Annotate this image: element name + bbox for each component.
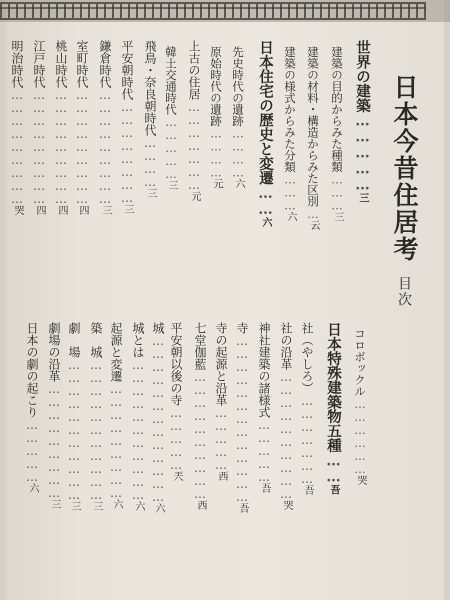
toc-entry — [255, 40, 276, 227]
toc-label: 目次 — [396, 276, 412, 308]
toc-entry-text: 社（やしろ） — [300, 322, 314, 394]
toc-entry-text: 建築の目的からみた種類 — [330, 46, 344, 173]
decorative-border — [0, 2, 426, 20]
toc-entry-text: コロボックル — [353, 328, 367, 397]
toc-leader-dots: ………………………… — [279, 370, 293, 500]
toc-page-number: 哭 — [281, 500, 292, 510]
toc-leader-dots: ……………………… — [10, 88, 24, 205]
toc-entry-text: 城とは — [131, 322, 145, 358]
toc-leader-dots: …………… — [257, 418, 271, 483]
toc-leader-dots: …………………… — [120, 100, 134, 204]
toc-entry — [97, 40, 114, 215]
toc-page-number: 六 — [27, 483, 38, 493]
toc-leader-dots: ……………………… — [32, 88, 46, 205]
toc-leader-dots: ……………………… — [98, 88, 112, 205]
toc-leader-dots: ……………………… — [75, 88, 89, 205]
toc-entry — [168, 322, 185, 481]
toc-entry — [329, 46, 345, 222]
toc-leader-dots: …………………………… — [89, 358, 103, 501]
toc-entry — [24, 322, 41, 493]
toc-page-number: 云 — [308, 220, 319, 230]
toc-entry — [230, 46, 246, 189]
toc-entry-text: 城 — [151, 322, 165, 334]
toc-entry — [119, 40, 136, 214]
toc-leader-dots: …………… — [25, 418, 39, 483]
toc-entry — [234, 322, 251, 513]
toc-entry-text: 神社建築の諸様式 — [257, 322, 271, 418]
toc-entry-text: 日本住宅の歴史と変遷 — [257, 40, 274, 185]
toc-entry-text: 建築の材料・構造からみた区別 — [306, 46, 320, 207]
toc-leader-dots: ………………………………… — [235, 334, 249, 503]
toc-entry — [282, 46, 298, 222]
toc-entry-text: 社の沿革 — [279, 322, 293, 370]
toc-entry — [352, 328, 368, 485]
toc-page-number: 吾 — [328, 484, 339, 495]
toc-page-number: 三 — [357, 192, 368, 203]
toc-entry-text: 七堂伽藍 — [193, 322, 207, 370]
toc-page-number: 四 — [56, 205, 67, 215]
toc-page-number: 三 — [122, 204, 133, 214]
toc-page-number: 哭 — [12, 205, 23, 215]
toc-entry — [256, 322, 273, 493]
toc-leader-dots: ……………………… — [109, 382, 123, 499]
toc-entry — [88, 322, 105, 511]
toc-entry-text: 室町時代 — [75, 40, 89, 88]
toc-entry — [150, 322, 167, 513]
toc-leader-dots: ……… — [283, 172, 297, 212]
toc-entry-text: 江戸時代 — [32, 40, 46, 88]
toc-page-number: 六 — [153, 503, 164, 513]
toc-leader-dots: ……………………… — [47, 382, 61, 499]
toc-entry — [31, 40, 48, 215]
toc-leader-dots: …………………………… — [131, 358, 145, 501]
toc-entry-text: 起源と変遷 — [109, 322, 123, 382]
toc-entry — [305, 46, 321, 230]
toc-page-number: 三 — [332, 211, 343, 222]
toc-page-number: 六 — [233, 178, 244, 189]
toc-leader-dots: ………………… — [300, 394, 314, 485]
toc-entry-text: 建築の様式からみた分類 — [283, 46, 297, 173]
toc-entry — [46, 322, 63, 509]
toc-entry — [142, 40, 159, 198]
toc-leader-dots: …………… — [354, 112, 371, 193]
toc-page-number: 六 — [285, 211, 296, 222]
toc-page-number: 四 — [77, 205, 88, 215]
toc-page-number: 吾 — [259, 483, 270, 493]
toc-entry-text: 日本の劇の起こり — [25, 322, 39, 418]
toc-page-number: 三 — [69, 501, 80, 511]
toc-leader-dots: ………………………………… — [151, 334, 165, 503]
toc-entry — [192, 322, 209, 510]
toc-leader-dots: ……………………… — [54, 88, 68, 205]
toc-leader-dots: …………………………… — [67, 358, 81, 501]
toc-leader-dots: ……………… — [353, 397, 367, 475]
toc-page-number: 兲 — [171, 471, 182, 481]
toc-entry — [74, 40, 91, 215]
toc-leader-dots: …… — [325, 452, 342, 485]
toc-entry — [208, 46, 224, 189]
toc-page-number: 三 — [145, 188, 156, 198]
toc-page-number: 四 — [34, 205, 45, 215]
toc-entry — [9, 40, 26, 215]
toc-page-number: 元 — [189, 191, 200, 201]
toc-leader-dots: …… — [257, 185, 274, 217]
toc-page-number: 三 — [91, 501, 102, 511]
toc-page-number: 六 — [133, 501, 144, 511]
toc-entry-text: 上古の住居 — [187, 40, 201, 100]
toc-leader-dots: … — [306, 207, 320, 220]
toc-entry-text: 世界の建築 — [354, 40, 371, 113]
decorative-border-rule — [0, 7, 426, 9]
toc-leader-dots: ……… — [330, 172, 344, 212]
toc-entry — [299, 322, 316, 495]
toc-entry — [278, 322, 295, 510]
toc-entry-text: 先史時代の遺跡 — [231, 46, 245, 127]
toc-page-number: 三 — [49, 499, 60, 509]
toc-entry — [352, 40, 373, 203]
toc-entry-text: 劇 場 — [67, 322, 81, 358]
toc-entry-text: 平安朝以後の寺 — [169, 322, 183, 406]
toc-leader-dots: ………………… — [187, 100, 201, 191]
toc-page-number: 哭 — [355, 475, 366, 485]
toc-entry — [163, 46, 179, 190]
toc-page-number: 吾 — [237, 503, 248, 513]
toc-leader-dots: ………………………… — [193, 370, 207, 500]
toc-entry — [130, 322, 147, 511]
toc-leader-dots: ………… — [209, 126, 223, 179]
toc-entry-text: 劇場の沿革 — [47, 322, 61, 382]
toc-leader-dots: ………… — [143, 136, 157, 188]
toc-entry-text: 飛鳥・奈良朝時代 — [143, 40, 157, 136]
toc-entry-text: 鎌倉時代 — [98, 40, 112, 88]
toc-entry-text: 韓土交通時代 — [164, 46, 178, 115]
toc-entry-text: 寺 — [235, 322, 249, 334]
toc-leader-dots: …………… — [169, 406, 183, 471]
toc-leader-dots: …………… — [164, 115, 178, 180]
toc-entry — [53, 40, 70, 215]
toc-entry-text: 明治時代 — [10, 40, 24, 88]
book-title: 日本今昔住居考 — [390, 74, 419, 263]
toc-page-number: 西 — [195, 500, 206, 510]
toc-entry-text: 日本特殊建築物五種 — [325, 322, 342, 453]
toc-entry — [108, 322, 125, 509]
toc-entry — [66, 322, 83, 511]
toc-entry — [323, 322, 344, 495]
toc-page-number: 吾 — [302, 485, 313, 495]
toc-entry-text: 原始時代の遺跡 — [209, 46, 223, 127]
toc-entry-text: 寺の起源と沿革 — [214, 322, 228, 406]
toc-page-number: 元 — [211, 178, 222, 189]
toc-leader-dots: …………… — [214, 406, 228, 471]
toc-page-number: 西 — [216, 471, 227, 481]
toc-page-number: 六 — [111, 499, 122, 509]
toc-leader-dots: ………… — [231, 126, 245, 179]
toc-entry-text: 築 城 — [89, 322, 103, 358]
toc-entry — [213, 322, 230, 481]
toc-entry-text: 桃山時代 — [54, 40, 68, 88]
toc-page-number: 三 — [100, 205, 111, 215]
toc-entry-text: 平安朝時代 — [120, 40, 134, 100]
toc-entry — [186, 40, 203, 201]
toc-page-number: 六 — [260, 217, 271, 227]
toc-page-number: 三 — [166, 180, 177, 190]
